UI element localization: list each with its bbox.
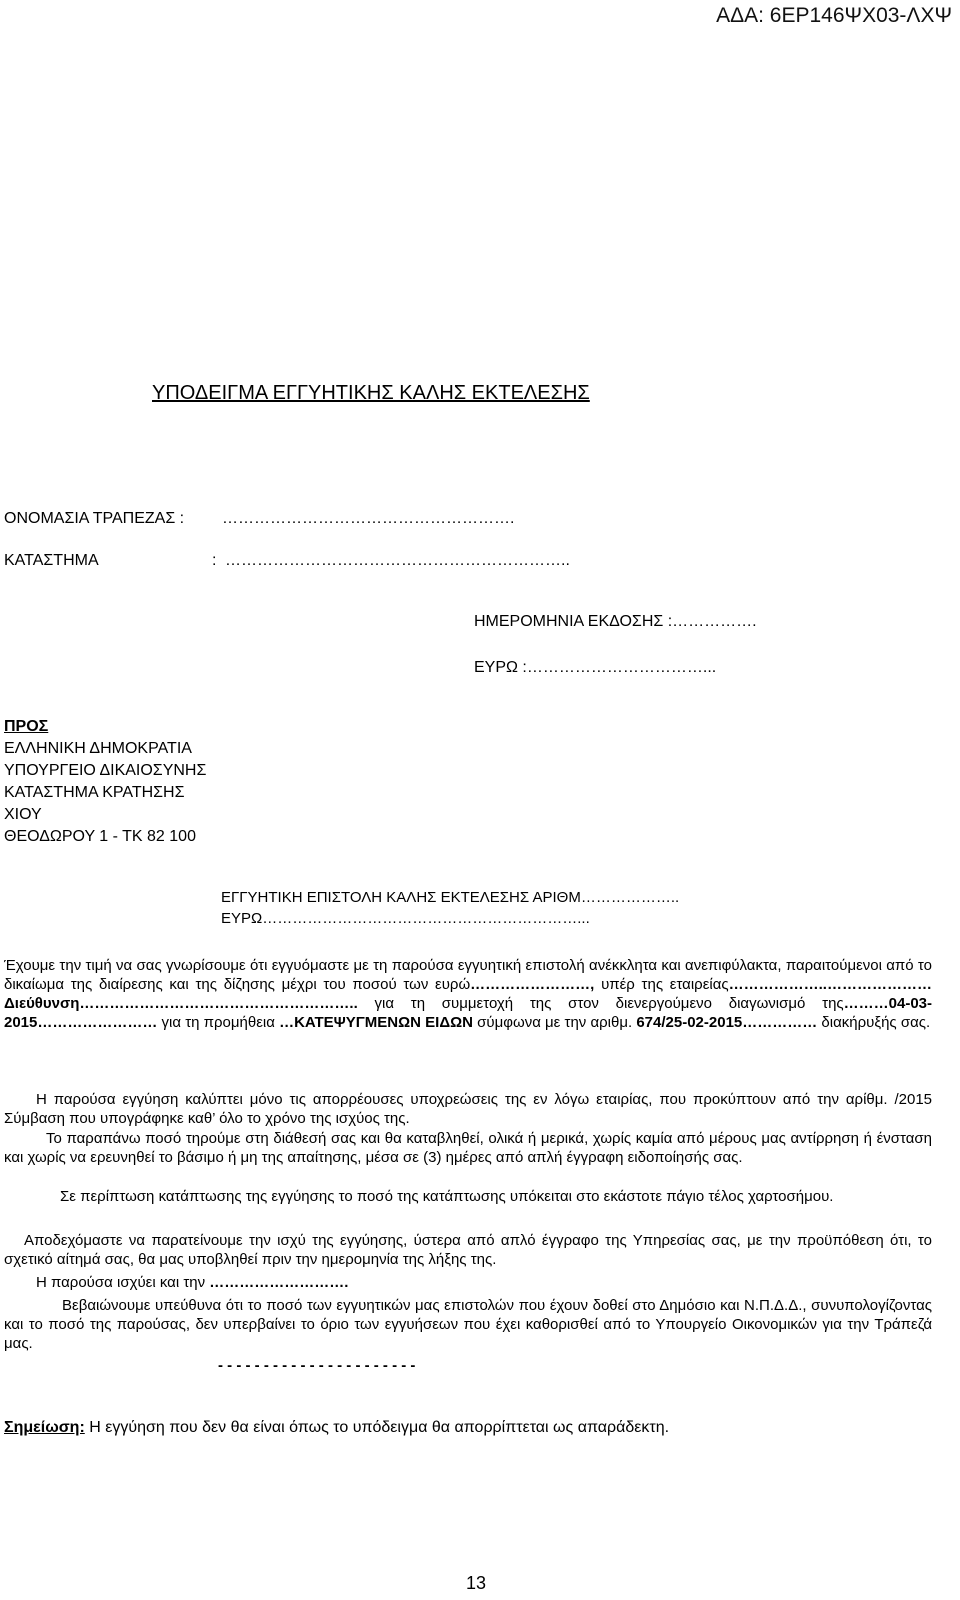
branch-label: ΚΑΤΑΣΤΗΜΑ	[4, 552, 99, 569]
paragraph-forfeiture: Σε περίπτωση κατάπτωσης της εγγύησης το ποσό της κατάπτωσης υπόκειται στο εκάστοτε πάγιο τέλος χαρτοσήμου.	[60, 1188, 834, 1205]
recipient-line: ΧΙΟΥ	[4, 806, 42, 823]
recipient-pros: ΠΡΟΣ	[4, 718, 49, 735]
note-label: Σημείωση:	[4, 1419, 85, 1436]
euro-amount: ΕΥΡΩ :……………………………...	[474, 659, 717, 676]
bank-name-label: ΟΝΟΜΑΣΙΑ ΤΡΑΠΕΖΑΣ :	[4, 510, 185, 527]
letter-euro: ΕΥΡΩ………………………………………………………...	[221, 910, 590, 927]
bank-name-dots: ……………………………………………….	[222, 510, 515, 527]
validity-dots: ……………………….	[209, 1274, 349, 1291]
p1-amount-dots: ……………………,	[470, 976, 602, 993]
note-text: Η εγγύηση που δεν θα είναι όπως το υπόδειγμα θα απορρίπτεται ως απαράδεκτη.	[84, 1419, 670, 1436]
paragraph-extension: Αποδεχόμαστε να παρατείνουμε την ισχύ της εγγύησης, ύστερα από απλό έγγραφο της Υπηρεσίας σας, με την προϋπόθεση ότι, το σχετικό αίτημά σας, θα μας υποβληθεί πριν την ημερομηνία της λήξης της.	[4, 1232, 932, 1268]
dash-separator: - - - - - - - - - - - - - - - - - - - - - -	[218, 1357, 416, 1374]
p1-date: ………04-03-2015……………………	[4, 995, 932, 1031]
branch-dots: ………………………………………………………..	[225, 552, 570, 569]
recipient-line: ΘΕΟΔΩΡΟΥ 1 - ΤΚ 82 100	[4, 828, 196, 845]
paragraph-certification: Βεβαιώνουμε υπεύθυνα ότι το ποσό των εγγυητικών μας επιστολών που έχουν δοθεί στο Δημόσιο και Ν.Π.Δ.Δ., συνυπολογίζοντας και το ποσό της παρούσας, δεν υπερβαίνει το όριο των εγγυήσεων που έχει καθορισθεί από το Υπουργείο Οικονομικών για την Τράπεζά μας.	[4, 1297, 932, 1352]
recipient-line: ΥΠΟΥΡΓΕΙΟ ΔΙΚΑΙΟΣΥΝΗΣ	[4, 762, 207, 779]
recipient-line: ΕΛΛΗΝΙΚΗ ΔΗΜΟΚΡΑΤΙΑ	[4, 740, 192, 757]
p1-according: σύμφωνα με την αριθμ.	[472, 1014, 637, 1031]
ada-code: ΑΔΑ: 6ΕΡ146ΨΧ03-ΛΧΨ	[716, 4, 952, 27]
paragraph-payment: Το παραπάνω ποσό τηρούμε στη διάθεσή σας και θα καταβληθεί, ολικά ή μερικά, χωρίς καμία από μέρους μας αντίρρηση ή ένσταση και χωρίς να ερευνηθεί το βάσιμο ή μη της απαίτησης, μέσα σε (3) ημέρες από απλή έγγραφη ειδοποίησής σας.	[4, 1130, 932, 1166]
p1-company: υπέρ της εταιρείας	[601, 976, 729, 993]
p1-text: Έχουμε την τιμή να σας γνωρίσουμε ότι εγγυόμαστε με τη παρούσα εγγυητική επιστολή ανέκκλητα και ανεπιφύλακτα, παραιτούμενοι από το δικαίωμα της διαίρεσης και της δίζησης μέχρι του ποσού των ευρώ	[4, 957, 932, 993]
branch-colon: :	[212, 552, 217, 569]
p1-end: διακήρυξής σας.	[817, 1014, 931, 1031]
p1-goods: …ΚΑΤΕΨΥΓΜΕΝΩΝ ΕΙΔΩΝ	[279, 1014, 473, 1031]
letter-number: ΕΓΓΥΗΤΙΚΗ ΕΠΙΣΤΟΛΗ ΚΑΛΗΣ ΕΚΤΕΛΕΣΗΣ ΑΡΙΘΜ………………..	[221, 889, 680, 906]
validity-text: Η παρούσα ισχύει και την	[36, 1274, 210, 1291]
paragraph-guarantee	[4, 956, 932, 1032]
page-title: ΥΠΟΔΕΙΓΜΑ ΕΓΓΥΗΤΙΚΗΣ ΚΑΛΗΣ ΕΚΤΕΛΕΣΗΣ	[152, 382, 590, 404]
note	[4, 1419, 669, 1437]
page-number: 13	[466, 1573, 487, 1593]
recipient-line: ΚΑΤΑΣΤΗΜΑ ΚΡΑΤΗΣΗΣ	[4, 784, 185, 801]
paragraph-validity	[36, 1274, 348, 1291]
p1-address-dots: ………………..………………… Διεύθυνση………………………………………………..	[4, 976, 932, 1012]
p1-tender-number: 674/25-02-2015……………	[636, 1014, 818, 1031]
paragraph-coverage: Η παρούσα εγγύηση καλύπτει μόνο τις απορρέουσες υποχρεώσεις της εν λόγω εταιρίας, που προκύπτουν από την αρίθμ. /2015 Σύμβαση που υπογράφηκε καθ’ όλο το χρόνο της ισχύος της.	[4, 1091, 932, 1127]
p1-supply: για τη προμήθεια	[157, 1014, 280, 1031]
p1-participation: για τη συμμετοχή της στον διενεργούμενο διαγωνισμό της	[357, 995, 844, 1012]
issue-date: ΗΜΕΡΟΜΗΝΙΑ ΕΚΔΟΣΗΣ :…………….	[474, 613, 757, 630]
